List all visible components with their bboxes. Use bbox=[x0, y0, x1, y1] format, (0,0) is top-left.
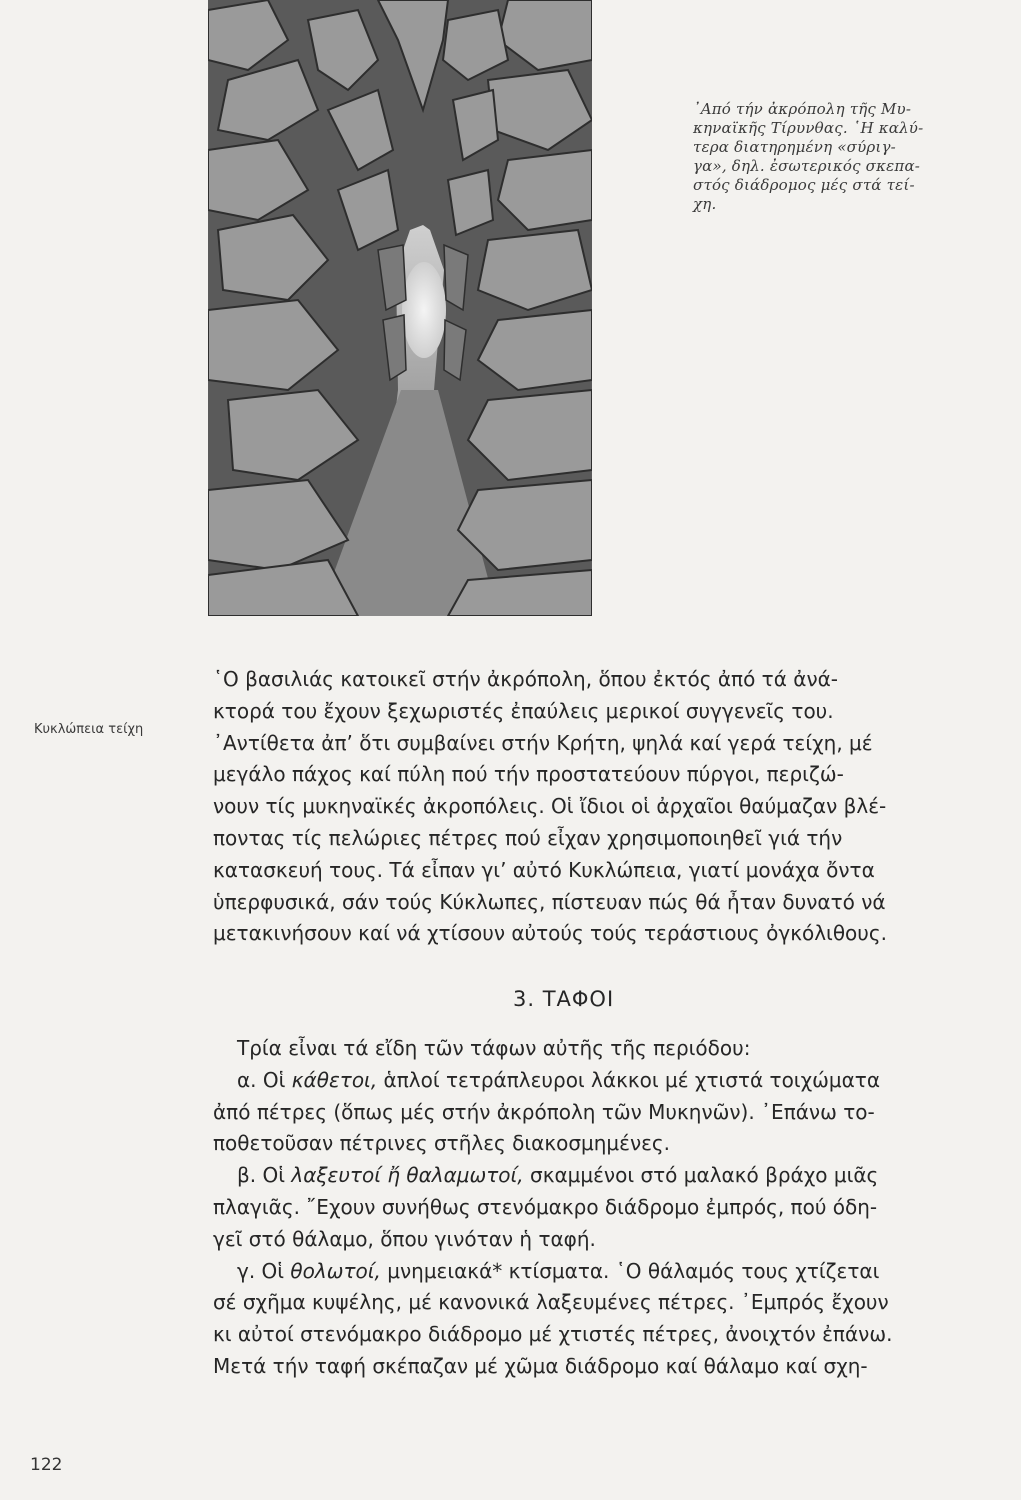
text-line: ᾿Αντίθετα ἀπ’ ὅτι συμβαίνει στήν Κρήτη, ψηλά καί γερά τείχη, μέ bbox=[213, 730, 873, 755]
section-heading: 3. ΤΑΦΟΙ bbox=[513, 987, 615, 1011]
text-line: ὑπερφυσικά, σάν τούς Κύκλωπες, πίστευαν πώς θά ἦταν δυνατό νά bbox=[213, 889, 886, 914]
text-line: ἀπό πέτρες (ὅπως μές στήν ἀκρόπολη τῶν Μυκηνῶν). ᾿Επάνω το- bbox=[213, 1099, 875, 1124]
intro-paragraph bbox=[213, 664, 953, 950]
caption-line: χη. bbox=[693, 195, 717, 213]
page-number: 122 bbox=[30, 1455, 63, 1475]
margin-note: Κυκλώπεια τείχη bbox=[34, 722, 144, 737]
text-line: Τρία εἶναι τά εἴδη τῶν τάφων αὐτῆς τῆς περιόδου: bbox=[237, 1036, 751, 1060]
text-line: μετακινήσουν καί νά χτίσουν αὐτούς τούς τεράστιους ὀγκόλιθους. bbox=[213, 921, 887, 946]
tombs-section bbox=[213, 1033, 953, 1383]
photo-caption bbox=[693, 100, 958, 214]
item-label: γ. Οἱ bbox=[237, 1258, 291, 1283]
tomb-type-a bbox=[213, 1065, 953, 1097]
text-line: κι αὐτοί στενόμακρο διάδρομο μέ χτιστές πέτρες, ἀνοιχτόν ἐπάνω. bbox=[213, 1322, 893, 1347]
caption-line: γα», δηλ. ἐσωτερικός σκεπα- bbox=[693, 157, 921, 175]
caption-line: ᾿Από τήν ἀκρόπολη τῆς Μυ- bbox=[693, 100, 912, 118]
tomb-type-b bbox=[213, 1160, 953, 1192]
item-label: α. Οἱ bbox=[237, 1067, 292, 1092]
item-label: β. Οἱ bbox=[237, 1163, 292, 1188]
text-line: μεγάλο πάχος καί πύλη πού τήν προστατεύουν πύργοι, περιζώ- bbox=[213, 762, 844, 787]
tomb-type-c bbox=[213, 1256, 953, 1288]
text-line: ποντας τίς πελώριες πέτρες πού εἶχαν χρησιμοποιηθεῖ γιά τήν bbox=[213, 825, 843, 850]
corridor-photo bbox=[208, 0, 592, 616]
text-line: κτορά του ἔχουν ξεχωριστές ἐπαύλεις μερικοί συγγενεῖς του. bbox=[213, 698, 834, 723]
text-line: ῾Ο βασιλιάς κατοικεῖ στήν ἀκρόπολη, ὅπου ἐκτός ἀπό τά ἀνά- bbox=[213, 667, 839, 691]
tomb-term: κάθετοι, bbox=[291, 1067, 378, 1092]
text-line: κατασκευή τους. Τά εἶπαν γι’ αὐτό Κυκλώπεια, γιατί μονάχα ὄντα bbox=[213, 857, 875, 882]
caption-line: στός διάδρομος μές στά τεί- bbox=[693, 176, 915, 194]
text-line: γεῖ στό θάλαμο, ὅπου γινόταν ἡ ταφή. bbox=[213, 1226, 596, 1251]
text-line: πλαγιᾶς. ῎Εχουν συνήθως στενόμακρο διάδρομο ἐμπρός, πού όδη- bbox=[213, 1194, 878, 1219]
tomb-term: λαξευτοί ἤ θαλαμωτοί, bbox=[291, 1163, 524, 1188]
text-line: ποθετοῦσαν πέτρινες στῆλες διακοσμημένες. bbox=[213, 1131, 671, 1156]
text-line: νουν τίς μυκηναϊκές ἀκροπόλεις. Οἱ ἴδιοι οἱ ἀρχαῖοι θαύμαζαν βλέ- bbox=[213, 794, 887, 819]
item-text: μνημειακά* κτίσματα. ῾Ο θάλαμός τους χτίζεται bbox=[380, 1258, 880, 1283]
caption-line: τερα διατηρημένη «σύριγ- bbox=[693, 138, 896, 156]
item-text: σκαμμένοι στό μαλακό βράχο μιᾶς bbox=[523, 1163, 879, 1188]
item-text: ἁπλοί τετράπλευροι λάκκοι μέ χτιστά τοιχώματα bbox=[377, 1067, 880, 1092]
tomb-term: θολωτοί, bbox=[290, 1258, 381, 1283]
text-line: σέ σχῆμα κυψέλης, μέ κανονικά λαξευμένες πέτρες. ᾿Εμπρός ἔχουν bbox=[213, 1290, 889, 1315]
text-line: Μετά τήν ταφή σκέπαζαν μέ χῶμα διάδρομο καί θάλαμο καί σχη- bbox=[213, 1353, 868, 1378]
caption-line: κηναϊκῆς Τίρυνθας. ῾Η καλύ- bbox=[693, 119, 924, 137]
